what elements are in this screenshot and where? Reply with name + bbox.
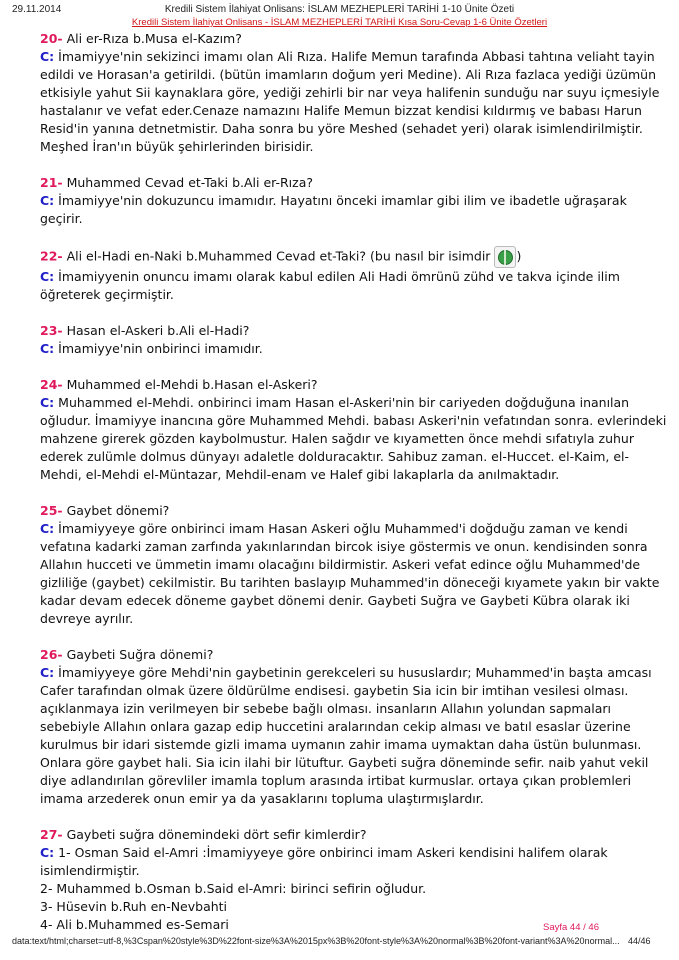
answer-marker: C: [40, 845, 55, 860]
question-text: Muhammed Cevad et-Taki b.Ali er-Rıza? [66, 175, 314, 190]
question-text: Ali er-Rıza b.Musa el-Kazım? [66, 31, 242, 46]
question-number: 27- [40, 827, 63, 842]
question [40, 826, 670, 844]
answer [40, 48, 670, 156]
question-text: Hasan el-Askeri b.Ali el-Hadi? [66, 323, 250, 338]
answer-text: İmamiyyeye göre Mehdi'nin gaybetinin gerekceleri su hususlardır; Muhammed'in başta amcası Cafer tarafından olmak üzere öldürülme endisesi. gaybetin Sia icin bir imtihan vesilesi olması. açıklanmaya izin verilmeyen bir sebebe bağlı olması. insanların Allahın yolundan sapmaları sebebiyle Allahın onlara gazap edip huccetini aralarından cekip alması ve batıl esaslar üzerine kurulmus bir idari sistemde gizli imama uymanın zahir imama uymaktan daha üstün bulunması. Onlara göre gaybet hali. Sia icin ilahi bir lütuftur. Gaybeti suğra döneminde sefir. naib yahut vekil diye adlandırılan görevliler imamla toplum arasında irtibat kurmuslar. ortaya çıkan problemleri imama arzederek onun emir ya da yasaklarını topluma ulaştırmışlardır. [40, 665, 652, 806]
question-text: Muhammed el-Mehdi b.Hasan el-Askeri? [66, 377, 318, 392]
question-number: 23- [40, 323, 63, 338]
answer-text: İmamiyye'nin dokuzuncu imamıdır. Hayatını önceki imamlar gibi ilim ve ibadetle uğraşarak geçirir. [40, 193, 627, 226]
print-page-count: 44/46 [628, 936, 651, 946]
question-number: 21- [40, 175, 63, 190]
question [40, 30, 670, 48]
print-title: Kredili Sistem İlahiyat Onlisans: İSLAM MEZHEPLERİ TARİHİ 1-10 Ünite Özeti [164, 4, 515, 15]
answer-marker: C: [40, 665, 55, 680]
answer [40, 520, 670, 628]
list-item: 2- Muhammed b.Osman b.Said el-Amri: birinci sefirin oğludur. [40, 881, 427, 896]
document-body [40, 30, 670, 934]
answer-text: İmamiyyenin onuncu imamı olarak kabul edilen Ali Hadi ömrünü zühd ve takva içinde ilim öğreterek geçirmiştir. [40, 269, 620, 302]
question-text: Gaybeti Suğra dönemi? [66, 647, 214, 662]
answer [40, 664, 670, 808]
document-subtitle-link[interactable]: Kredili Sistem İlahiyat Onlisans - İSLAM MEZHEPLERİ TARİHİ Kısa Soru-Cevap 1-6 Ünite Özetleri [131, 17, 548, 28]
answer-marker: C: [40, 395, 55, 410]
answer-text: Muhammed el-Mehdi. onbirinci imam Hasan el-Askeri'nin bir cariyeden doğduğuna inanılan oğludur. İmamiyye inancına göre Muhammed Mehdi. babası Askeri'nin vefatından sonra. evlerindeki mahzene girerek gözden kaybolmustur. Halen sağdır ve kıyametten önce mehdi sıfatıyla zuhur ederek zulümle dolmus dünyayı adaletle dolduracaktır. Sahibuz zaman. el-Huccet. el-Kaim, el-Mehdi, el-Mehdi el-Müntazar, Mehdil-enam ve Halef gibi lakaplarla da anılmaktadır. [40, 395, 667, 482]
print-url: data:text/html;charset=utf-8,%3Cspan%20style%3D%22font-size%3A%2015px%3B%20font-style%3A%20normal%3B%20font-variant%3A%20normal... [12, 936, 620, 946]
question-text: Gaybet dönemi? [66, 503, 170, 518]
question [40, 376, 670, 394]
answer-marker: C: [40, 193, 55, 208]
question-number: 24- [40, 377, 63, 392]
question [40, 322, 670, 340]
question-number: 22- [40, 248, 63, 264]
question [40, 502, 670, 520]
print-date: 29.11.2014 [12, 4, 62, 15]
question [40, 174, 670, 192]
answer-text: İmamiyye'nin onbirinci imamıdır. [58, 341, 263, 356]
list-item: 3- Hüsevin b.Ruh en-Nevbahti [40, 899, 228, 914]
question [40, 246, 670, 268]
answer-text: İmamiyye'nin sekizinci imamı olan Ali Rıza. Halife Memun tarafında Abbasi tahtına veliaht tayin edildi ve Horasan'a getirildi. (bütün imamların doğum yeri Medine). Ali Rıza fazlaca yediği üzümün etkisiyle yahut Sii kaynaklara göre, yediği zehirli bir nar veya halifenin sunduğu nar suyu içmesiyle hastalanır ve vefat eder.Cenaze namazını Halife Memun bizzat kendisi kıldırmış ve babası Harun Resid'in yanına detnetmistir. Daha sonra bu yöre Meshed (sehadet yeri) olarak isimlendirilmiştir. Meşhed İran'ın büyük şehirlerinden birisidir. [40, 49, 660, 154]
answer-text: İmamiyyeye göre onbirinci imam Hasan Askeri oğlu Muhammed'i doğduğu zaman ve kendi vefatına kadarki zaman zarfında yakınlarından bircok isiye göstermis ve onun. kendisinden sonra Allahın hucceti ve ümmetin imamı olacağını bildirmistir. Askeri vefat edince oğlu Muhammed'de gizliliğe (gaybet) cekilmistir. Bu tarihten baslayıp Muhammed'in döneceği kıyamete yakın bir vakte kadar devam edecek döneme gaybet dönemi denir. Gaybeti Suğra ve Gaybeti Kübra olarak iki devreye ayrılır. [40, 521, 660, 626]
page-indicator: Sayfa 44 / 46 [543, 922, 599, 933]
answer [40, 268, 670, 304]
answer [40, 844, 670, 880]
question-number: 25- [40, 503, 63, 518]
answer-marker: C: [40, 521, 55, 536]
question [40, 646, 670, 664]
answer-text: 1- Osman Said el-Amri :İmamiyyeye göre onbirinci imam Askeri kendisini halifem olarak isimlendirmiştir. [40, 845, 608, 878]
answer [40, 192, 670, 228]
list-item: 4- Ali b.Muhammed es-Semari [40, 917, 229, 932]
answer-marker: C: [40, 269, 55, 284]
question-text: Ali el-Hadi en-Naki b.Muhammed Cevad et-Taki? (bu nasıl bir isimdir [66, 248, 491, 264]
question-number: 20- [40, 31, 63, 46]
question-text: Gaybeti suğra dönemindeki dört sefir kimlerdir? [66, 827, 367, 842]
question-number: 26- [40, 647, 63, 662]
answer-marker: C: [40, 49, 55, 64]
answer-marker: C: [40, 341, 55, 356]
answer [40, 394, 670, 484]
question-tail: ) [516, 248, 522, 264]
answer [40, 340, 670, 358]
globe-icon[interactable] [494, 246, 516, 268]
